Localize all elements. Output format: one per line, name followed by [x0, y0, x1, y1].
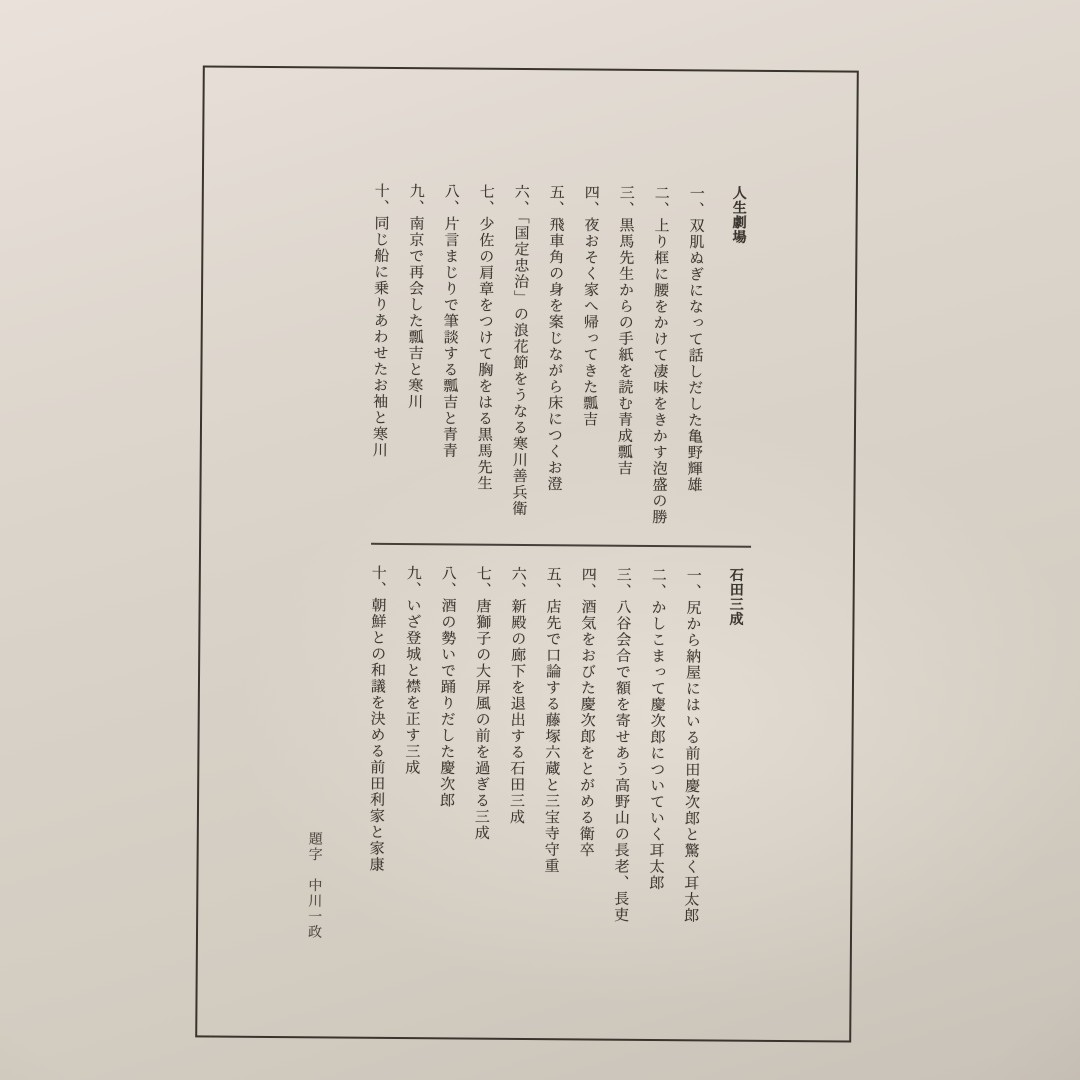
toc-item: 一、尻から納屋にはいる前田慶次郎と驚く耳太郎	[682, 567, 703, 924]
toc-item: 十、朝鮮との和議を決める前田利家と家康	[367, 564, 388, 873]
toc-item: 八、片言まじりで筆談する瓢吉と青青	[440, 183, 461, 459]
toc-item: 三、八谷会合で額を寄せあう高野山の長老、長吏	[612, 566, 633, 924]
section-title: 人生劇場	[730, 185, 747, 245]
toc-item: 九、南京で再会した瓢吉と寒川	[406, 183, 426, 411]
toc-item: 二、上り框に腰をかけて凄味をきかす泡盛の勝	[650, 184, 671, 526]
toc-item: 五、店先で口論する藤塚六蔵と三宝寺守重	[542, 566, 563, 875]
toc-item: 九、いざ登城と襟を正す三成	[403, 565, 423, 776]
toc-item: 七、少佐の肩章をつけて胸をはる黒馬先生	[475, 183, 496, 492]
toc-item: 八、酒の勢いで踊りだした慶次郎	[437, 565, 458, 809]
toc-item: 四、酒気をおびた慶次郎をとがめる衛卒	[577, 566, 598, 859]
toc-item: 三、黒馬先生からの手紙を読む青成瓢吉	[615, 184, 636, 477]
toc-item: 二、かしこまって慶次郎についていく耳太郎	[647, 566, 668, 892]
calligrapher-credit: 題字 中川一政	[305, 831, 323, 940]
section-ishida-mitsunari	[349, 565, 743, 940]
section-jinsei-gekijo	[352, 183, 746, 544]
toc-item: 一、双肌ぬぎになって話しだした亀野輝雄	[685, 185, 706, 494]
section-title: 石田三成	[727, 567, 744, 627]
page-border-frame	[195, 65, 859, 1042]
section-divider-line	[371, 543, 751, 548]
toc-item: 四、夜おそく家へ帰ってきた瓢吉	[580, 184, 601, 428]
toc-item: 五、飛車角の身を案じながら床につくお澄	[545, 184, 566, 493]
toc-item: 十、同じ船に乗りあわせたお袖と寒川	[370, 182, 391, 459]
toc-item: 六、「国定忠治」の浪花節をうなる寒川善兵衛	[510, 183, 531, 517]
toc-item: 七、唐獅子の大屏風の前を過ぎる三成	[472, 565, 493, 842]
toc-item: 六、新殿の廊下を退出する石田三成	[507, 565, 528, 826]
